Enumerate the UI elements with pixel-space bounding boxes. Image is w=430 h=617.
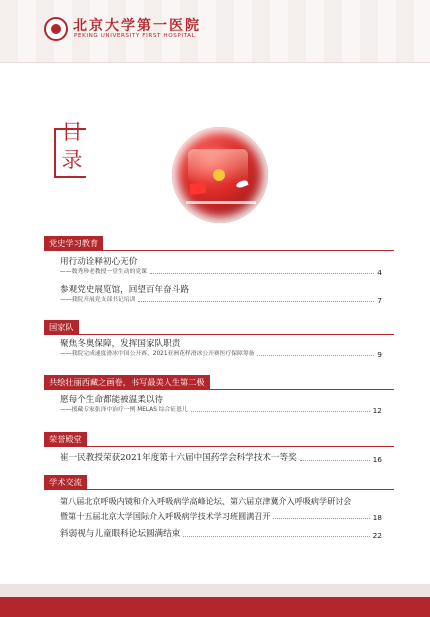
section-label: 国家队: [44, 320, 79, 334]
hospital-name: 北京大学第一医院: [73, 18, 201, 34]
section-label: 党史学习教育: [44, 236, 103, 250]
section-label: 荣誉殿堂: [44, 432, 87, 446]
toc-entry[interactable]: [60, 452, 382, 464]
page-header: [0, 0, 430, 63]
entry-subtitle: ——我院完成速度滑冰中国公开赛、2021亚洲花样滑冰公开赛医疗保障筹备: [60, 351, 255, 357]
page-number: 9: [377, 350, 382, 359]
entry-title: 崔一民教授荣获2021年度第十六届中国药学会科学技术一等奖: [60, 453, 297, 463]
toc-title: [60, 118, 84, 174]
section-label: 学术交流: [44, 475, 87, 489]
toc-entry[interactable]: [60, 528, 382, 540]
section-header-tibet: [44, 375, 394, 390]
page-number: 12: [372, 406, 382, 415]
dot-leader: [183, 536, 369, 537]
title-rule-bottom: [54, 176, 86, 178]
entry-title-line-2: 暨第十五届北京大学国际介入呼吸病学技术学习班圆满召开: [60, 511, 271, 521]
dot-leader: [150, 273, 374, 274]
toc-entry[interactable]: [60, 338, 382, 359]
entry-title: 愿每个生命都能被温柔以待: [60, 395, 164, 405]
footer-band-light: [0, 584, 430, 597]
entry-subtitle: ——援藏专家张泽中治疗一例 MELAS 综合征患儿: [60, 407, 188, 413]
toc-entry[interactable]: [60, 256, 382, 277]
entry-subtitle: ——数秀珍老教授一堂生动的党课: [60, 269, 147, 275]
dot-leader: [191, 411, 370, 412]
dot-leader: [273, 518, 369, 519]
entry-title: 聚焦冬奥保障，发挥国家队职责: [60, 339, 181, 349]
toc-title-char-2: 录: [61, 148, 83, 172]
hospital-seal-icon: [44, 17, 68, 41]
page-number: 16: [372, 455, 382, 464]
dot-leader: [138, 301, 374, 302]
toc-entry[interactable]: [60, 394, 382, 415]
dot-leader: [257, 355, 374, 356]
section-header-honors: [44, 432, 394, 447]
page-number: 22: [372, 531, 382, 540]
hospital-name-english: PEKING UNIVERSITY FIRST HOSPITAL: [74, 33, 196, 39]
party-emblem-icon: [213, 169, 225, 181]
page-number: 7: [377, 296, 382, 305]
section-label: 共绘壮丽西藏之画卷，书写最美人生第二极: [44, 375, 210, 389]
footer-band-red: [0, 597, 430, 617]
page-number: 18: [372, 513, 382, 522]
title-rule-left: [54, 128, 56, 178]
entry-title: 斜弱视与儿童眼科论坛圆满结束: [60, 529, 181, 539]
page-number: 4: [377, 268, 382, 277]
party-exhibition-photo: [172, 127, 268, 223]
section-header-academic: [44, 475, 394, 490]
entry-title-line-1: 第八届北京呼吸内镜和介入呼吸病学高峰论坛、第六届京津冀介入呼吸病学研讨会: [60, 496, 352, 506]
entry-title: 参观党史展览馆，回望百年奋斗路: [60, 285, 189, 295]
toc-entry[interactable]: [60, 495, 382, 522]
entry-subtitle: ——我院开展党支部书记培训: [60, 297, 136, 303]
toc-title-char-1: 目: [61, 120, 83, 144]
toc-entry[interactable]: [60, 284, 382, 305]
section-header-national-team: [44, 320, 394, 335]
entry-title: 用行动诠释初心无价: [60, 257, 138, 267]
section-header-party-history: [44, 236, 394, 251]
dot-leader: [300, 460, 370, 461]
flag-icon: [190, 182, 206, 195]
